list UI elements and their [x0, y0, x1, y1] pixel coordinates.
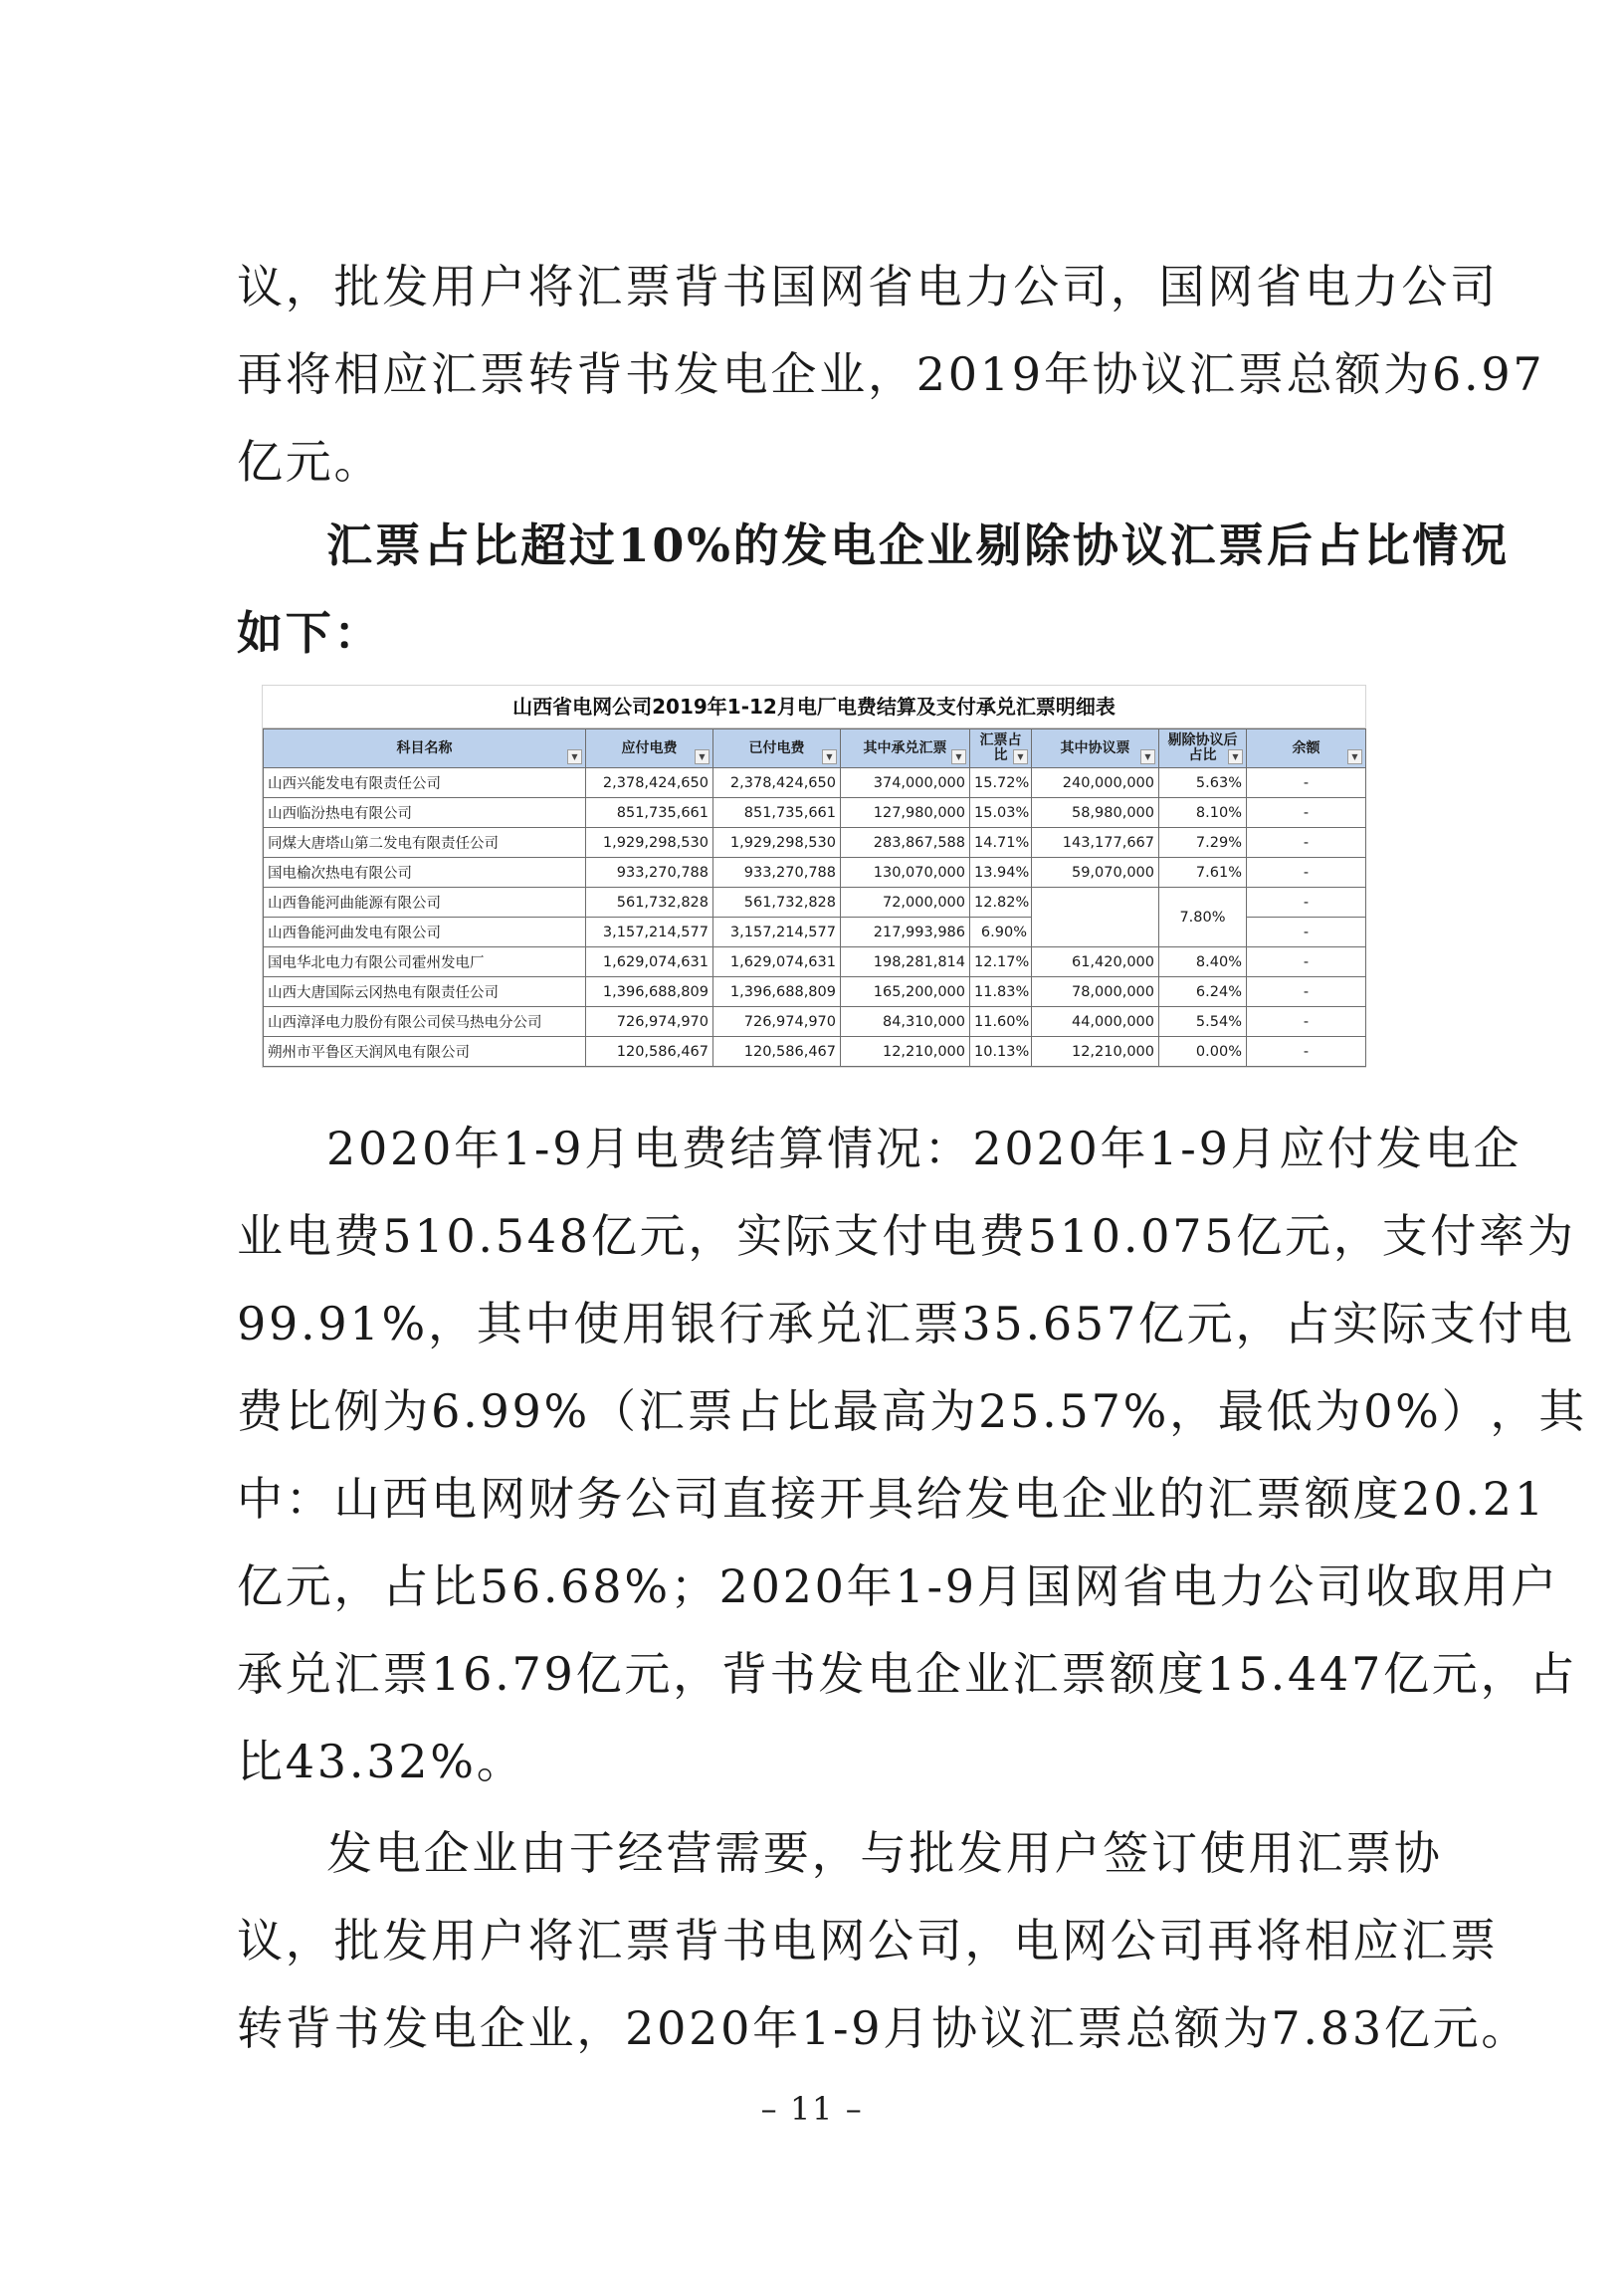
cell-balance: - — [1247, 947, 1366, 977]
cell-ratio: 6.90% — [970, 918, 1032, 947]
cell-ratio: 11.83% — [970, 977, 1032, 1007]
table-row — [264, 798, 1366, 828]
cell-adjusted: 7.29% — [1159, 828, 1247, 858]
cell-ratio: 12.82% — [970, 888, 1032, 918]
header-agreement: 其中协议票 ▼ — [1032, 729, 1159, 768]
cell-payable: 1,929,298,530 — [586, 828, 713, 858]
cell-paid: 561,732,828 — [713, 888, 841, 918]
paragraph2-line-5: 中 ： 山 西 电 网 财 务 公 司 直 接 开 具 给 发 电 企 业 的 汇 票 额 度 20.21 — [237, 1472, 1546, 1526]
header-balance: 余额 ▼ — [1247, 729, 1366, 768]
cell-paid: 120,586,467 — [713, 1037, 841, 1067]
cell-name: 国电榆次热电有限公司 — [264, 858, 586, 888]
section-heading-line-2: 如下： — [237, 606, 383, 660]
cell-ratio: 11.60% — [970, 1007, 1032, 1037]
cell-agreement: 61,420,000 — [1032, 947, 1159, 977]
table-row — [264, 1037, 1366, 1067]
filter-dropdown-icon: ▼ — [567, 749, 582, 764]
section-heading-line-1: 汇 票 占 比 超 过 10% 的 发 电 企 业 剔 除 协 议 汇 票 后 占 比 情 况 — [326, 518, 1510, 572]
cell-adjusted: 7.61% — [1159, 858, 1247, 888]
table-row — [264, 977, 1366, 1007]
cell-ratio: 15.03% — [970, 798, 1032, 828]
cell-payable: 3,157,214,577 — [586, 918, 713, 947]
header-ratio: 汇票占比 ▼ — [970, 729, 1032, 768]
cell-balance: - — [1247, 918, 1366, 947]
cell-ratio: 13.94% — [970, 858, 1032, 888]
cell-balance: - — [1247, 977, 1366, 1007]
paragraph1-line-3: 亿元。 — [237, 435, 383, 489]
cell-agreement: 240,000,000 — [1032, 768, 1159, 798]
settlement-table-image — [262, 685, 1366, 1068]
cell-balance: - — [1247, 768, 1366, 798]
cell-adjusted: 8.40% — [1159, 947, 1247, 977]
cell-adjusted-merged: 7.80% — [1159, 888, 1247, 947]
table-row — [264, 858, 1366, 888]
cell-agreement: 44,000,000 — [1032, 1007, 1159, 1037]
table-row — [264, 828, 1366, 858]
cell-balance: - — [1247, 1007, 1366, 1037]
cell-name: 同煤大唐塔山第二发电有限责任公司 — [264, 828, 586, 858]
filter-dropdown-icon: ▼ — [822, 749, 837, 764]
paragraph3-line-3: 转背书发电企业，2020年1-9月协议汇票总额为7.83亿元。 — [237, 2001, 1530, 2055]
cell-name: 山西临汾热电有限公司 — [264, 798, 586, 828]
header-adjusted: 剔除协议后占比 ▼ — [1159, 729, 1247, 768]
paragraph1-line-2: 再 将 相 应 汇 票 转 背 书 发 电 企 业 ， 2019 年 协 议 汇 票 总 额 为 6.97 — [237, 347, 1545, 401]
paragraph2-line-8: 比43.32%。 — [237, 1735, 525, 1788]
cell-balance: - — [1247, 798, 1366, 828]
table-row — [264, 768, 1366, 798]
cell-paid: 2,378,424,650 — [713, 768, 841, 798]
paragraph1-line-1: 议 ， 批 发 用 户 将 汇 票 背 书 国 网 省 电 力 公 司 ， 国 网 省 电 力 公 司 — [237, 260, 1499, 313]
cell-ratio: 10.13% — [970, 1037, 1032, 1067]
cell-payable: 1,629,074,631 — [586, 947, 713, 977]
paragraph3-line-1: 发 电 企 业 由 于 经 营 需 要 ， 与 批 发 用 户 签 订 使 用 汇 票 协 — [326, 1826, 1443, 1880]
cell-paid: 933,270,788 — [713, 858, 841, 888]
cell-adjusted: 0.00% — [1159, 1037, 1247, 1067]
table-header-row — [264, 729, 1366, 768]
cell-payable: 933,270,788 — [586, 858, 713, 888]
cell-payable: 2,378,424,650 — [586, 768, 713, 798]
cell-bill: 12,210,000 — [841, 1037, 970, 1067]
header-paid: 已付电费 ▼ — [713, 729, 841, 768]
cell-agreement: 58,980,000 — [1032, 798, 1159, 828]
cell-adjusted: 5.63% — [1159, 768, 1247, 798]
cell-balance: - — [1247, 888, 1366, 918]
table-title: 山西省电网公司2019年1-12月电厂电费结算及支付承兑汇票明细表 — [263, 686, 1365, 728]
cell-agreement: 12,210,000 — [1032, 1037, 1159, 1067]
cell-balance: - — [1247, 828, 1366, 858]
cell-payable: 726,974,970 — [586, 1007, 713, 1037]
paragraph2-line-3: 99.91% ， 其 中 使 用 银 行 承 兑 汇 票 35.657 亿 元 ， 占 实 际 支 付 电 — [237, 1297, 1575, 1350]
cell-adjusted: 8.10% — [1159, 798, 1247, 828]
cell-paid: 1,929,298,530 — [713, 828, 841, 858]
header-name: 科目名称 ▼ — [264, 729, 586, 768]
paragraph3-line-2: 议 ， 批 发 用 户 将 汇 票 背 书 电 网 公 司 ， 电 网 公 司 再 将 相 应 汇 票 — [237, 1914, 1499, 1968]
cell-payable: 851,735,661 — [586, 798, 713, 828]
cell-adjusted: 6.24% — [1159, 977, 1247, 1007]
filter-dropdown-icon: ▼ — [1013, 749, 1028, 764]
cell-name: 山西漳泽电力股份有限公司侯马热电分公司 — [264, 1007, 586, 1037]
cell-name: 朔州市平鲁区天润风电有限公司 — [264, 1037, 586, 1067]
cell-payable: 561,732,828 — [586, 888, 713, 918]
cell-agreement: 59,070,000 — [1032, 858, 1159, 888]
cell-name: 山西兴能发电有限责任公司 — [264, 768, 586, 798]
paragraph2-line-1: 2020 年 1-9 月 电 费 结 算 情 况 ： 2020 年 1-9 月 应 付 发 电 企 — [326, 1122, 1522, 1175]
cell-bill: 198,281,814 — [841, 947, 970, 977]
header-payable: 应付电费 ▼ — [586, 729, 713, 768]
cell-adjusted: 5.54% — [1159, 1007, 1247, 1037]
cell-balance: - — [1247, 858, 1366, 888]
cell-paid: 851,735,661 — [713, 798, 841, 828]
paragraph2-line-6: 亿 元 ， 占 比 56.68% ； 2020 年 1-9 月 国 网 省 电 力 公 司 收 取 用 户 — [237, 1559, 1559, 1613]
cell-ratio: 15.72% — [970, 768, 1032, 798]
paragraph2-line-2: 业 电 费 510.548 亿 元 ， 实 际 支 付 电 费 510.075 亿 元 ， 支 付 率 为 — [237, 1209, 1576, 1263]
table-row — [264, 1007, 1366, 1037]
paragraph2-line-7: 承 兑 汇 票 16.79 亿 元 ， 背 书 发 电 企 业 汇 票 额 度 15.447 亿 元 ， 占 — [237, 1647, 1578, 1701]
settlement-table — [263, 728, 1366, 1067]
cell-agreement: 78,000,000 — [1032, 977, 1159, 1007]
cell-paid: 1,396,688,809 — [713, 977, 841, 1007]
cell-bill: 130,070,000 — [841, 858, 970, 888]
cell-paid: 1,629,074,631 — [713, 947, 841, 977]
cell-agreement-merged — [1032, 888, 1159, 947]
filter-dropdown-icon: ▼ — [695, 749, 710, 764]
cell-paid: 726,974,970 — [713, 1007, 841, 1037]
page-number: – 11 – — [760, 2090, 864, 2128]
filter-dropdown-icon: ▼ — [1140, 749, 1155, 764]
cell-paid: 3,157,214,577 — [713, 918, 841, 947]
cell-name: 山西鲁能河曲能源有限公司 — [264, 888, 586, 918]
cell-bill: 283,867,588 — [841, 828, 970, 858]
cell-bill: 84,310,000 — [841, 1007, 970, 1037]
cell-name: 山西鲁能河曲发电有限公司 — [264, 918, 586, 947]
cell-bill: 217,993,986 — [841, 918, 970, 947]
cell-name: 国电华北电力有限公司霍州发电厂 — [264, 947, 586, 977]
cell-bill: 165,200,000 — [841, 977, 970, 1007]
table-row — [264, 888, 1366, 918]
cell-ratio: 12.17% — [970, 947, 1032, 977]
table-row — [264, 947, 1366, 977]
header-bill: 其中承兑汇票 ▼ — [841, 729, 970, 768]
cell-agreement: 143,177,667 — [1032, 828, 1159, 858]
cell-name: 山西大唐国际云冈热电有限责任公司 — [264, 977, 586, 1007]
cell-bill: 72,000,000 — [841, 888, 970, 918]
filter-dropdown-icon: ▼ — [1228, 749, 1243, 764]
cell-ratio: 14.71% — [970, 828, 1032, 858]
paragraph2-line-4: 费 比 例 为 6.99% （ 汇 票 占 比 最 高 为 25.57% ， 最 低 为 0% ） ， 其 — [237, 1384, 1587, 1438]
cell-balance: - — [1247, 1037, 1366, 1067]
cell-payable: 120,586,467 — [586, 1037, 713, 1067]
cell-bill: 127,980,000 — [841, 798, 970, 828]
filter-dropdown-icon: ▼ — [951, 749, 966, 764]
filter-dropdown-icon: ▼ — [1347, 749, 1362, 764]
cell-payable: 1,396,688,809 — [586, 977, 713, 1007]
cell-bill: 374,000,000 — [841, 768, 970, 798]
